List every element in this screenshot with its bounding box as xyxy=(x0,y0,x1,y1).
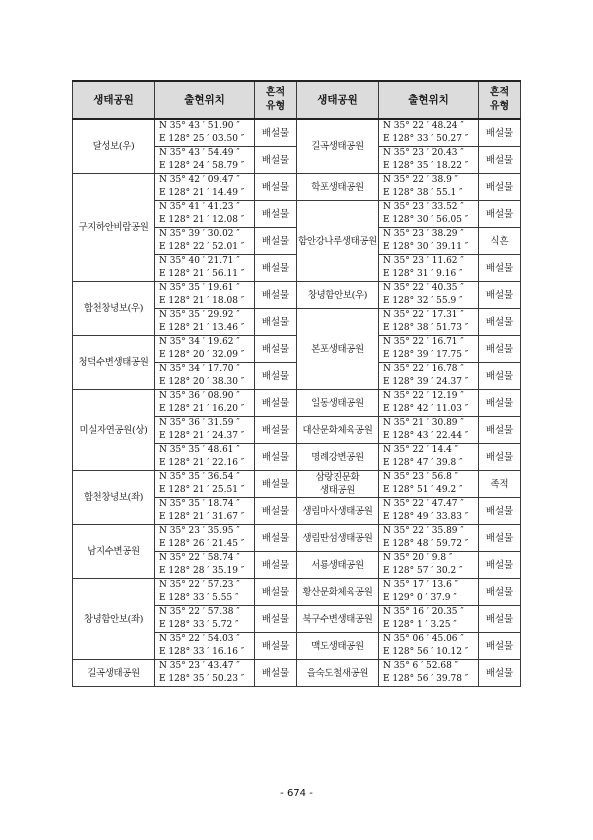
latitude-value: N 35° 41 ′ 41.23 ″ xyxy=(159,202,240,212)
trace-type-right: 족적 xyxy=(479,471,521,498)
trace-type-right: 배설물 xyxy=(479,390,521,417)
longitude-value: E 128° 38 ′ 55.1 ″ xyxy=(383,188,463,198)
location-cell-left xyxy=(155,363,255,390)
trace-type-right: 배설물 xyxy=(479,255,521,282)
trace-type-right: 배설물 xyxy=(479,282,521,309)
location-cell-left xyxy=(155,174,255,201)
longitude-value: E 128° 30 ′ 39.11 ″ xyxy=(383,242,469,252)
longitude-value: E 128° 33 ′ 16.16 ″ xyxy=(159,647,245,657)
longitude-value: E 128° 33 ′ 5.55 ″ xyxy=(159,593,239,603)
latitude-value: N 35° 22 ′ 35.89 ″ xyxy=(383,526,464,536)
location-cell-right xyxy=(379,255,479,282)
longitude-value: E 128° 21 ′ 13.46 ″ xyxy=(159,323,245,333)
latitude-value: N 35° 17 ′ 13.6 ″ xyxy=(383,580,459,590)
park-name-right: 서룡생태공원 xyxy=(297,552,379,579)
trace-type-left: 배설물 xyxy=(255,633,297,660)
location-cell-right xyxy=(379,363,479,390)
location-cell-left xyxy=(155,579,255,606)
park-name-right: 창녕함안보(우) xyxy=(297,282,379,309)
latitude-value: N 35° 22 ′ 17.31 ″ xyxy=(383,310,464,320)
location-cell-right xyxy=(379,606,479,633)
trace-type-right: 식흔 xyxy=(479,228,521,255)
longitude-value: E 128° 21 ′ 22.16 ″ xyxy=(159,458,245,468)
latitude-value: N 35° 43 ′ 54.49 ″ xyxy=(159,148,240,158)
trace-type-right: 배설물 xyxy=(479,417,521,444)
latitude-value: N 35° 22 ′ 38.9 ″ xyxy=(383,175,459,185)
longitude-value: E 128° 1 ′ 3.25 ″ xyxy=(383,620,457,630)
trace-type-left: 배설물 xyxy=(255,552,297,579)
location-cell-left xyxy=(155,147,255,174)
trace-type-right: 배설물 xyxy=(479,606,521,633)
longitude-value: E 128° 21 ′ 24.37 ″ xyxy=(159,431,245,441)
latitude-value: N 35° 35 ′ 48.61 ″ xyxy=(159,445,240,455)
header-trace-type-right: 흔적 유형 xyxy=(479,81,521,119)
trace-type-right: 배설물 xyxy=(479,552,521,579)
park-name-right: 일동생태공원 xyxy=(297,390,379,417)
location-cell-left xyxy=(155,390,255,417)
location-cell-right xyxy=(379,471,479,498)
latitude-value: N 35° 21 ′ 30.89 ″ xyxy=(383,418,464,428)
trace-type-right: 배설물 xyxy=(479,201,521,228)
latitude-value: N 35° 23 ′ 38.29 ″ xyxy=(383,229,464,239)
park-name-right: 을숙도철새공원 xyxy=(297,660,379,687)
trace-type-left: 배설물 xyxy=(255,660,297,687)
latitude-value: N 35° 36 ′ 31.59 ″ xyxy=(159,418,240,428)
location-cell-right xyxy=(379,498,479,525)
latitude-value: N 35° 23 ′ 33.52 ″ xyxy=(383,202,464,212)
latitude-value: N 35° 35 ′ 36.54 ″ xyxy=(159,472,240,482)
location-cell-left xyxy=(155,633,255,660)
header-park-left: 생태공원 xyxy=(73,81,155,119)
trace-type-right: 배설물 xyxy=(479,309,521,336)
location-cell-right xyxy=(379,552,479,579)
trace-type-right: 배설물 xyxy=(479,174,521,201)
longitude-value: E 129° 0 ′ 37.9 ″ xyxy=(383,593,457,603)
location-cell-right xyxy=(379,201,479,228)
longitude-value: E 128° 20 ′ 38.30 ″ xyxy=(159,377,245,387)
trace-type-right: 배설물 xyxy=(479,498,521,525)
park-name-right: 학포생태공원 xyxy=(297,174,379,201)
header-location-right: 출현위치 xyxy=(379,81,479,119)
location-cell-left xyxy=(155,471,255,498)
location-cell-left xyxy=(155,228,255,255)
traces-table xyxy=(72,80,521,687)
trace-type-left: 배설물 xyxy=(255,119,297,147)
longitude-value: E 128° 21 ′ 56.11 ″ xyxy=(159,269,245,279)
location-cell-right xyxy=(379,309,479,336)
latitude-value: N 35° 36 ′ 08.90 ″ xyxy=(159,391,240,401)
latitude-value: N 35° 40 ′ 21.71 ″ xyxy=(159,256,240,266)
longitude-value: E 128° 56 ′ 10.12 ″ xyxy=(383,647,469,657)
location-cell-left xyxy=(155,309,255,336)
trace-type-left: 배설물 xyxy=(255,174,297,201)
longitude-value: E 128° 28 ′ 35.19 ″ xyxy=(159,566,245,576)
park-name-left: 남지수변공원 xyxy=(73,525,155,579)
longitude-value: E 128° 38 ′ 51.73 ″ xyxy=(383,323,469,333)
longitude-value: E 128° 21 ′ 31.67 ″ xyxy=(159,512,245,522)
location-cell-left xyxy=(155,417,255,444)
latitude-value: N 35° 22 ′ 47.47 ″ xyxy=(383,499,464,509)
park-name-right: 맥도생태공원 xyxy=(297,633,379,660)
latitude-value: N 35° 22 ′ 16.78 ″ xyxy=(383,364,464,374)
park-name-right: 대산문화체육공원 xyxy=(297,417,379,444)
longitude-value: E 128° 39 ′ 24.37 ″ xyxy=(383,377,469,387)
park-name-left: 길곡생태공원 xyxy=(73,660,155,687)
latitude-value: N 35° 22 ′ 58.74 ″ xyxy=(159,553,240,563)
trace-type-left: 배설물 xyxy=(255,390,297,417)
table-row xyxy=(73,119,521,147)
park-name-right: 명례강변공원 xyxy=(297,444,379,471)
park-name-left: 구지하안비람공원 xyxy=(73,174,155,282)
location-cell-left xyxy=(155,201,255,228)
longitude-value: E 128° 48 ′ 59.72 ″ xyxy=(383,539,469,549)
trace-type-right: 배설물 xyxy=(479,633,521,660)
trace-type-left: 배설물 xyxy=(255,201,297,228)
table-row xyxy=(73,660,521,687)
location-cell-right xyxy=(379,119,479,147)
page-number: - 674 - xyxy=(280,788,313,799)
trace-type-left: 배설물 xyxy=(255,363,297,390)
trace-type-right: 배설물 xyxy=(479,363,521,390)
header-park-right: 생태공원 xyxy=(297,81,379,119)
trace-type-left: 배설물 xyxy=(255,309,297,336)
trace-type-left: 배설물 xyxy=(255,471,297,498)
latitude-value: N 35° 23 ′ 11.62 ″ xyxy=(383,256,464,266)
latitude-value: N 35° 23 ′ 56.8 ″ xyxy=(383,472,459,482)
location-cell-right xyxy=(379,390,479,417)
location-cell-left xyxy=(155,444,255,471)
park-name-right: 생림마사생태공원 xyxy=(297,498,379,525)
park-name-right: 삼랑진문화 생태공원 xyxy=(297,471,379,498)
table-row xyxy=(73,525,521,552)
longitude-value: E 128° 21 ′ 18.08 ″ xyxy=(159,296,245,306)
location-cell-left xyxy=(155,282,255,309)
longitude-value: E 128° 35 ′ 18.22 ″ xyxy=(383,161,469,171)
latitude-value: N 35° 43 ′ 51.90 ″ xyxy=(159,121,240,131)
longitude-value: E 128° 26 ′ 21.45 ″ xyxy=(159,539,245,549)
trace-type-right: 배설물 xyxy=(479,525,521,552)
trace-type-left: 배설물 xyxy=(255,525,297,552)
header-trace-type-left: 흔적 유형 xyxy=(255,81,297,119)
location-cell-left xyxy=(155,552,255,579)
longitude-value: E 128° 21 ′ 14.49 ″ xyxy=(159,188,245,198)
park-name-right: 생림딴섬생태공원 xyxy=(297,525,379,552)
table-row xyxy=(73,579,521,606)
trace-type-left: 배설물 xyxy=(255,498,297,525)
park-name-right: 황산문화체육공원 xyxy=(297,579,379,606)
longitude-value: E 128° 33 ′ 5.72 ″ xyxy=(159,620,239,630)
latitude-value: N 35° 16 ′ 20.35 ″ xyxy=(383,607,464,617)
longitude-value: E 128° 30 ′ 56.05 ″ xyxy=(383,215,469,225)
longitude-value: E 128° 31 ′ 9.16 ″ xyxy=(383,269,463,279)
location-cell-right xyxy=(379,579,479,606)
latitude-value: N 35° 35 ′ 19.61 ″ xyxy=(159,283,240,293)
trace-type-left: 배설물 xyxy=(255,282,297,309)
trace-type-left: 배설물 xyxy=(255,336,297,363)
park-name-right: 본포생태공원 xyxy=(297,309,379,390)
park-name-left: 미실자연공원(상) xyxy=(73,390,155,471)
longitude-value: E 128° 42 ′ 11.03 ″ xyxy=(383,404,469,414)
longitude-value: E 128° 22 ′ 52.01 ″ xyxy=(159,242,245,252)
location-cell-right xyxy=(379,336,479,363)
trace-type-right: 배설물 xyxy=(479,147,521,174)
table-row xyxy=(73,471,521,498)
park-name-left: 합천창녕보(우) xyxy=(73,282,155,336)
trace-type-left: 배설물 xyxy=(255,228,297,255)
trace-type-right: 배설물 xyxy=(479,444,521,471)
location-cell-right xyxy=(379,147,479,174)
location-cell-left xyxy=(155,255,255,282)
latitude-value: N 35° 20 ′ 9.8 ″ xyxy=(383,553,453,563)
longitude-value: E 128° 56 ′ 39.78 ″ xyxy=(383,674,469,684)
longitude-value: E 128° 57 ′ 30.2 ″ xyxy=(383,566,463,576)
longitude-value: E 128° 33 ′ 50.27 ″ xyxy=(383,134,469,144)
latitude-value: N 35° 35 ′ 29.92 ″ xyxy=(159,310,240,320)
park-name-right: 북구수변생태공원 xyxy=(297,606,379,633)
park-name-right: 함안강나루생태공원 xyxy=(297,201,379,282)
table-row xyxy=(73,282,521,309)
longitude-value: E 128° 21 ′ 16.20 ″ xyxy=(159,404,245,414)
header-location-left: 출현위치 xyxy=(155,81,255,119)
longitude-value: E 128° 21 ′ 25.51 ″ xyxy=(159,485,245,495)
trace-type-right: 배설물 xyxy=(479,579,521,606)
location-cell-right xyxy=(379,525,479,552)
trace-type-left: 배설물 xyxy=(255,579,297,606)
location-cell-right xyxy=(379,228,479,255)
longitude-value: E 128° 49 ′ 33.83 ″ xyxy=(383,512,469,522)
location-cell-left xyxy=(155,525,255,552)
latitude-value: N 35° 22 ′ 14.4 ″ xyxy=(383,445,459,455)
location-cell-left xyxy=(155,119,255,147)
trace-type-right: 배설물 xyxy=(479,660,521,687)
location-cell-right xyxy=(379,633,479,660)
latitude-value: N 35° 06 ′ 45.06 ″ xyxy=(383,634,464,644)
location-cell-right xyxy=(379,282,479,309)
table-header-row xyxy=(73,81,521,119)
latitude-value: N 35° 22 ′ 57.38 ″ xyxy=(159,607,240,617)
latitude-value: N 35° 23 ′ 43.47 ″ xyxy=(159,661,240,671)
latitude-value: N 35° 23 ′ 20.43 ″ xyxy=(383,148,464,158)
latitude-value: N 35° 6 ′ 52.68 ″ xyxy=(383,661,459,671)
location-cell-right xyxy=(379,660,479,687)
longitude-value: E 128° 43 ′ 22.44 ″ xyxy=(383,431,469,441)
latitude-value: N 35° 22 ′ 54.03 ″ xyxy=(159,634,240,644)
latitude-value: N 35° 39 ′ 30.02 ″ xyxy=(159,229,240,239)
latitude-value: N 35° 35 ′ 18.74 ″ xyxy=(159,499,240,509)
location-cell-right xyxy=(379,174,479,201)
longitude-value: E 128° 20 ′ 32.09 ″ xyxy=(159,350,245,360)
latitude-value: N 35° 22 ′ 12.19 ″ xyxy=(383,391,464,401)
longitude-value: E 128° 32 ′ 55.9 ″ xyxy=(383,296,463,306)
trace-type-right: 배설물 xyxy=(479,119,521,147)
longitude-value: E 128° 51 ′ 49.2 ″ xyxy=(383,485,463,495)
trace-type-left: 배설물 xyxy=(255,606,297,633)
longitude-value: E 128° 35 ′ 50.23 ″ xyxy=(159,674,245,684)
location-cell-right xyxy=(379,417,479,444)
latitude-value: N 35° 34 ′ 17.70 ″ xyxy=(159,364,240,374)
location-cell-right xyxy=(379,444,479,471)
location-cell-left xyxy=(155,606,255,633)
table-row xyxy=(73,390,521,417)
latitude-value: N 35° 22 ′ 16.71 ″ xyxy=(383,337,464,347)
park-name-left: 합천창녕보(좌) xyxy=(73,471,155,525)
trace-type-left: 배설물 xyxy=(255,444,297,471)
latitude-value: N 35° 22 ′ 57.23 ″ xyxy=(159,580,240,590)
trace-type-left: 배설물 xyxy=(255,417,297,444)
location-cell-left xyxy=(155,498,255,525)
location-cell-left xyxy=(155,660,255,687)
trace-type-right: 배설물 xyxy=(479,336,521,363)
longitude-value: E 128° 24 ′ 58.79 ″ xyxy=(159,161,245,171)
latitude-value: N 35° 34 ′ 19.62 ″ xyxy=(159,337,240,347)
longitude-value: E 128° 47 ′ 39.8 ″ xyxy=(383,458,463,468)
latitude-value: N 35° 23 ′ 35.95 ″ xyxy=(159,526,240,536)
park-name-left: 청덕수변생태공원 xyxy=(73,336,155,390)
park-name-right: 길곡생태공원 xyxy=(297,119,379,174)
park-name-left: 창녕함안보(좌) xyxy=(73,579,155,660)
park-name-left: 달성보(우) xyxy=(73,119,155,174)
longitude-value: E 128° 39 ′ 17.75 ″ xyxy=(383,350,469,360)
longitude-value: E 128° 25 ′ 03.50 ″ xyxy=(159,134,245,144)
trace-type-left: 배설물 xyxy=(255,255,297,282)
latitude-value: N 35° 22 ′ 40.35 ″ xyxy=(383,283,464,293)
latitude-value: N 35° 22 ′ 48.24 ″ xyxy=(383,121,464,131)
latitude-value: N 35° 42 ′ 09.47 ″ xyxy=(159,175,240,185)
trace-type-left: 배설물 xyxy=(255,147,297,174)
longitude-value: E 128° 21 ′ 12.08 ″ xyxy=(159,215,245,225)
table-row xyxy=(73,174,521,201)
location-cell-left xyxy=(155,336,255,363)
